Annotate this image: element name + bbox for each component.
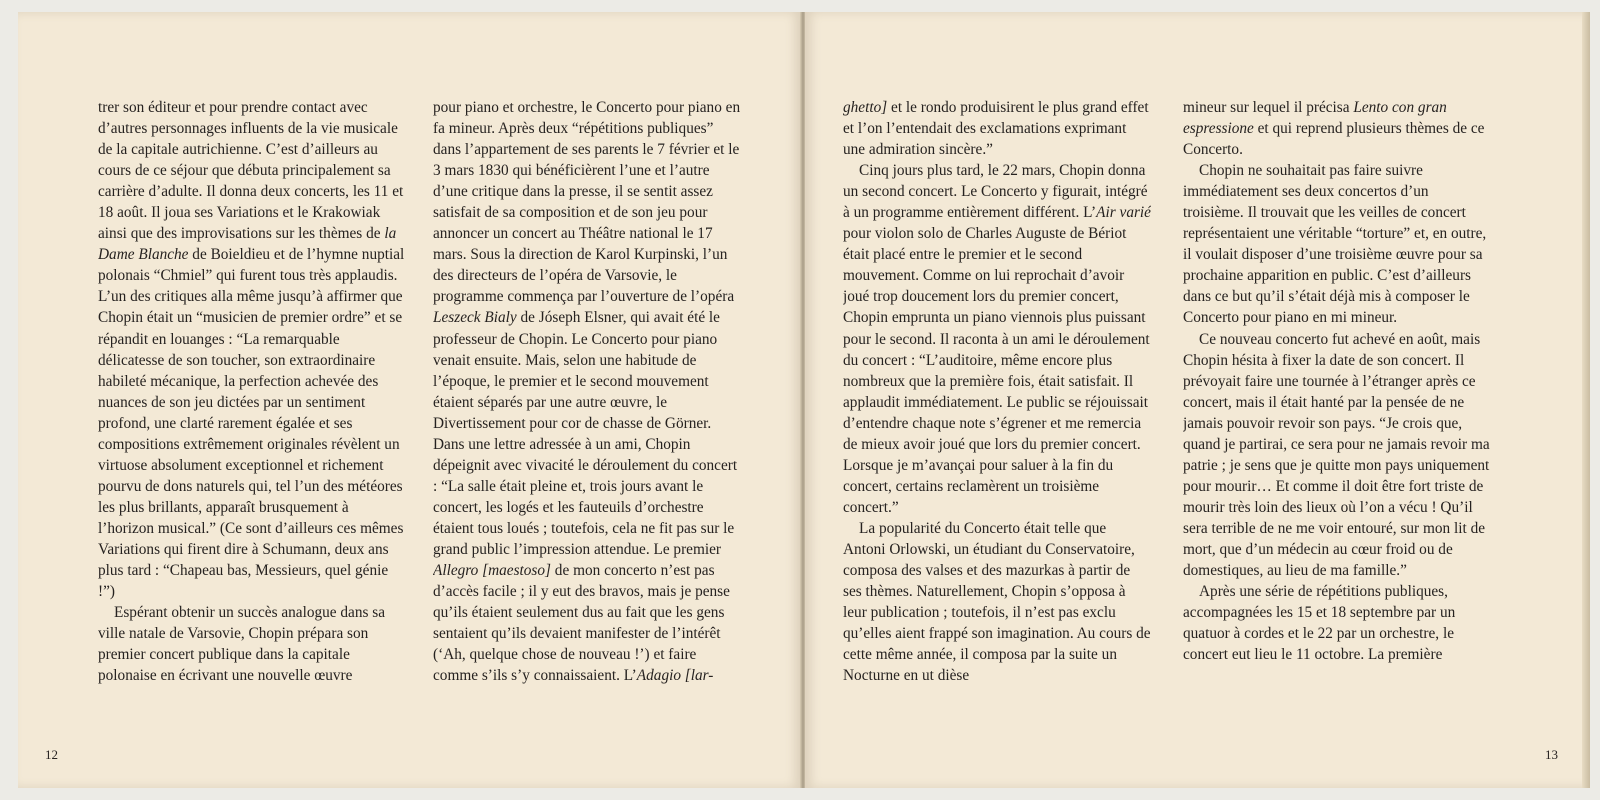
text-run: de Jóseph Elsner, qui avait été le professeur de Chopin. Le Concerto pour piano venait ensuite. Mais, selon une habitude de l’époque, le premier et le second mouvement étaient séparés par une autre œuvre, le Divertissement pour cor de chasse de Görner. Dans une lettre adressée à un ami, Chopin dépeignit avec vivacité le déroulement du concert : “La salle était pleine et, trois jours avant le concert, les logés et les fauteuils d’orchestre étaient tous loués ; toutefois, cela ne fit pas sur le grand public l’impression attendue. Le premier	[433, 309, 738, 558]
italic-text: Air varié	[1096, 204, 1151, 222]
text-run: Cinq jours plus tard, le 22 mars, Chopin donna un second concert. Le Concerto y figurait, intégré à un programme entièrement différent. L’	[843, 162, 1148, 222]
right-column-1	[843, 97, 1151, 687]
right-column-2	[1183, 97, 1491, 687]
text-run: de Boieldieu et de l’hymne nuptial polonais “Chmiel” qui furent tous très applaudis. L’un des critiques alla même jusqu’à affirmer que Chopin était un “musicien de premier ordre” et se répandit en louanges : “La remarquable délicatesse de son toucher, son extraordinaire habileté mécanique, la perfection achevée des nuances de son jeu dictées par un sentiment profond, une clarté rarement égalée et ses compositions extrêmement originales révèlent un virtuose absolument exceptionnel et richement pourvu de dons naturels qui, tel l’un des météores les plus brillants, apparaît brusquement à l’horizon musical.” (Ce sont d’ailleurs ces mêmes Variations qui firent dire à Schumann, deux ans plus tard : “Chapeau bas, Messieurs, quel génie !”)	[98, 246, 405, 601]
paragraph	[843, 160, 1151, 518]
text-run: trer son éditeur et pour prendre contact avec d’autres personnages influents de la vie musicale de la capitale autrichienne. C’est d’ailleurs au cours de ce séjour que débuta principalement sa carrière d’adulte. Il donna deux concerts, les 11 et 18 août. Il joua ses Variations et le Krakowiak ainsi que des improvisations sur les thèmes de	[98, 99, 404, 243]
text-run: La popularité du Concerto était telle que Antoni Orlowski, un étudiant du Conservatoire, composa des valses et des mazurkas à partir de ses thèmes. Naturellement, Chopin s’opposa à leur publication ; toutefois, il n’est pas exclu qu’elles aient frappé son imagination. Au cours de cette même année, il composa par la suite un Nocturne en ut dièse	[843, 519, 1151, 685]
text-run: pour piano et orchestre, le Concerto pour piano en fa mineur. Après deux “répétitions publiques” dans l’appartement de ses parents le 7 février et le 3 mars 1830 qui bénéficièrent l’une et l’autre d’une critique dans la presse, il se sentit assez satisfait de sa composition et de son jeu pour annoncer un concert au Théâtre national le 17 mars. Sous la direction de Karol Kurpinski, l’un des directeurs de l’opéra de Varsovie, le programme commença par l’ouverture de l’opéra	[433, 99, 741, 306]
text-run: Chopin ne souhaitait pas faire suivre immédiatement ses deux concertos d’un troisième. Il trouvait que les veilles de concert représentaient une véritable “torture” et, en outre, il voulait disposer d’une troisième œuvre pour sa prochaine apparition en public. C’est d’ailleurs dans ce but qu’il s’était déjà mis à composer le Concerto pour piano en mi mineur.	[1183, 162, 1487, 327]
italic-text: Lento con gran espressione	[1183, 99, 1447, 138]
paragraph	[1183, 160, 1491, 328]
paragraph	[1183, 329, 1491, 582]
left-column-1	[98, 97, 406, 687]
left-column-2	[433, 97, 741, 687]
left-page	[18, 12, 801, 788]
italic-text: Adagio [lar-	[636, 667, 714, 685]
text-run: et le rondo produisirent le plus grand effet et l’on l’entendait des exclamations exprimant une admiration sincère.”	[843, 99, 1149, 159]
text-run: et qui reprend plusieurs thèmes de ce Concerto.	[1183, 120, 1485, 159]
paragraph	[98, 602, 406, 686]
text-run: pour violon solo de Charles Auguste de Bériot était placé entre le premier et le second mouvement. Comme on lui reprochait d’avoir joué trop doucement lors du premier concert, Chopin emprunta un piano viennois plus puissant pour le second. Il raconta à un ami le déroulement du concert : “L’auditoire, même encore plus nombreux que la première fois, était satisfait. Il applaudit immédiatement. Le public se réjouissait d’entendre chaque note s’égrener et me remercia de mieux avoir joué que lors du premier concert. Lorsque je m’avançai pour saluer à la fin du concert, certains reclamèrent un troisième concert.”	[843, 225, 1150, 516]
text-run: de mon concerto n’est pas d’accès facile ; il y eut des bravos, mais je pense qu’ils étaient seulement dus au fait que les gens sentaient qu’ils devaient manifester de l’intérêt (‘Ah, quelque chose de nouveau !’) et faire comme s’ils s’y connaissaient. L’	[433, 562, 730, 685]
paragraph	[843, 518, 1151, 686]
italic-text: Leszeck Bialy	[433, 309, 517, 327]
text-run: Après une série de répétitions publiques, accompagnées les 15 et 18 septembre par un quatuor à cordes et le 22 par un orchestre, le concert eut lieu le 11 octobre. La première	[1183, 583, 1456, 664]
page-number-left: 12	[45, 747, 58, 762]
italic-text: ghetto]	[843, 99, 888, 116]
page-number-right: 13	[1545, 747, 1558, 762]
right-page	[805, 12, 1588, 788]
italic-text: Allegro [maestoso]	[433, 562, 551, 580]
paragraph	[843, 97, 1151, 160]
text-run: Ce nouveau concerto fut achevé en août, mais Chopin hésita à fixer la date de son concert. Il prévoyait faire une tournée à l’étranger après ce concert, mais il était hanté par la pensée de ne jamais pouvoir revoir son pays. “Je crois que, quand je partirai, ce sera pour ne jamais revoir ma patrie ; je sens que je quitte mon pays uniquement pour mourir… Et comme il doit être fort triste de mourir très loin des lieux où l’on a vécu ! Qu’il sera terrible de ne me voir entouré, sur mon lit de mort, que d’un médecin au cœur froid ou de domestiques, au lieu de ma famille.”	[1183, 330, 1490, 580]
text-run: mineur sur lequel il précisa	[1183, 99, 1354, 116]
paragraph	[1183, 97, 1491, 160]
text-run: Espérant obtenir un succès analogue dans sa ville natale de Varsovie, Chopin prépara son premier concert publique dans la capitale polonaise en écrivant une nouvelle œuvre	[98, 604, 386, 685]
page-edge	[1582, 12, 1590, 788]
italic-text: la Dame Blanche	[98, 225, 397, 264]
paragraph	[98, 97, 406, 602]
paragraph	[1183, 581, 1491, 665]
paragraph	[433, 97, 741, 686]
